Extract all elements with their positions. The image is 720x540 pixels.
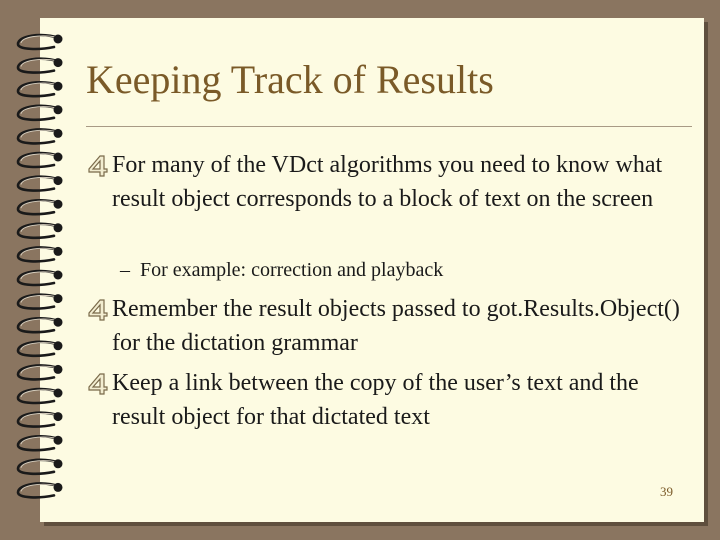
binder-ring: [18, 436, 63, 450]
binder-ring: [18, 105, 63, 119]
sub-bullet-item: [120, 256, 443, 284]
binder-ring: [18, 176, 63, 190]
binder-ring: [18, 483, 63, 497]
sub-bullet-text: For example: correction and playback: [140, 259, 444, 281]
numeral-4-icon: [86, 372, 110, 396]
binder-ring: [18, 318, 63, 332]
bullet-text: Keep a link between the copy of the user’s text and the result object for that dictated text: [112, 370, 639, 430]
numeral-4-icon: [86, 154, 110, 178]
binder-ring: [18, 58, 63, 72]
binder-ring: [18, 153, 63, 167]
binder-ring: [18, 389, 63, 403]
binder-ring: [18, 459, 63, 473]
binder-ring: [18, 294, 63, 308]
title-divider: [86, 126, 692, 127]
binder-ring: [18, 271, 63, 285]
numeral-4-icon: [86, 298, 110, 322]
bullet-text: Remember the result objects passed to got.Results.Object() for the dictation grammar: [112, 296, 680, 356]
binder-rings: [0, 0, 80, 540]
bullet-item-3: [86, 366, 696, 434]
page-number: 39: [660, 484, 673, 499]
binder-ring: [18, 247, 63, 261]
bullet-text: For many of the VDct algorithms you need to know what result object corresponds to a block of text on the screen: [112, 152, 663, 212]
bullet-item-1: [86, 148, 696, 216]
binder-ring: [18, 365, 63, 379]
binder-ring: [18, 412, 63, 426]
binder-ring: [18, 35, 63, 49]
slide-title: Keeping Track of Results: [86, 57, 494, 102]
binder-ring: [18, 200, 63, 214]
binder-ring: [18, 82, 63, 96]
bullet-item-2: [86, 292, 696, 360]
binder-ring: [18, 341, 63, 355]
binder-ring: [18, 223, 63, 237]
sub-bullet-dash: –: [120, 259, 130, 281]
binder-ring: [18, 129, 63, 143]
